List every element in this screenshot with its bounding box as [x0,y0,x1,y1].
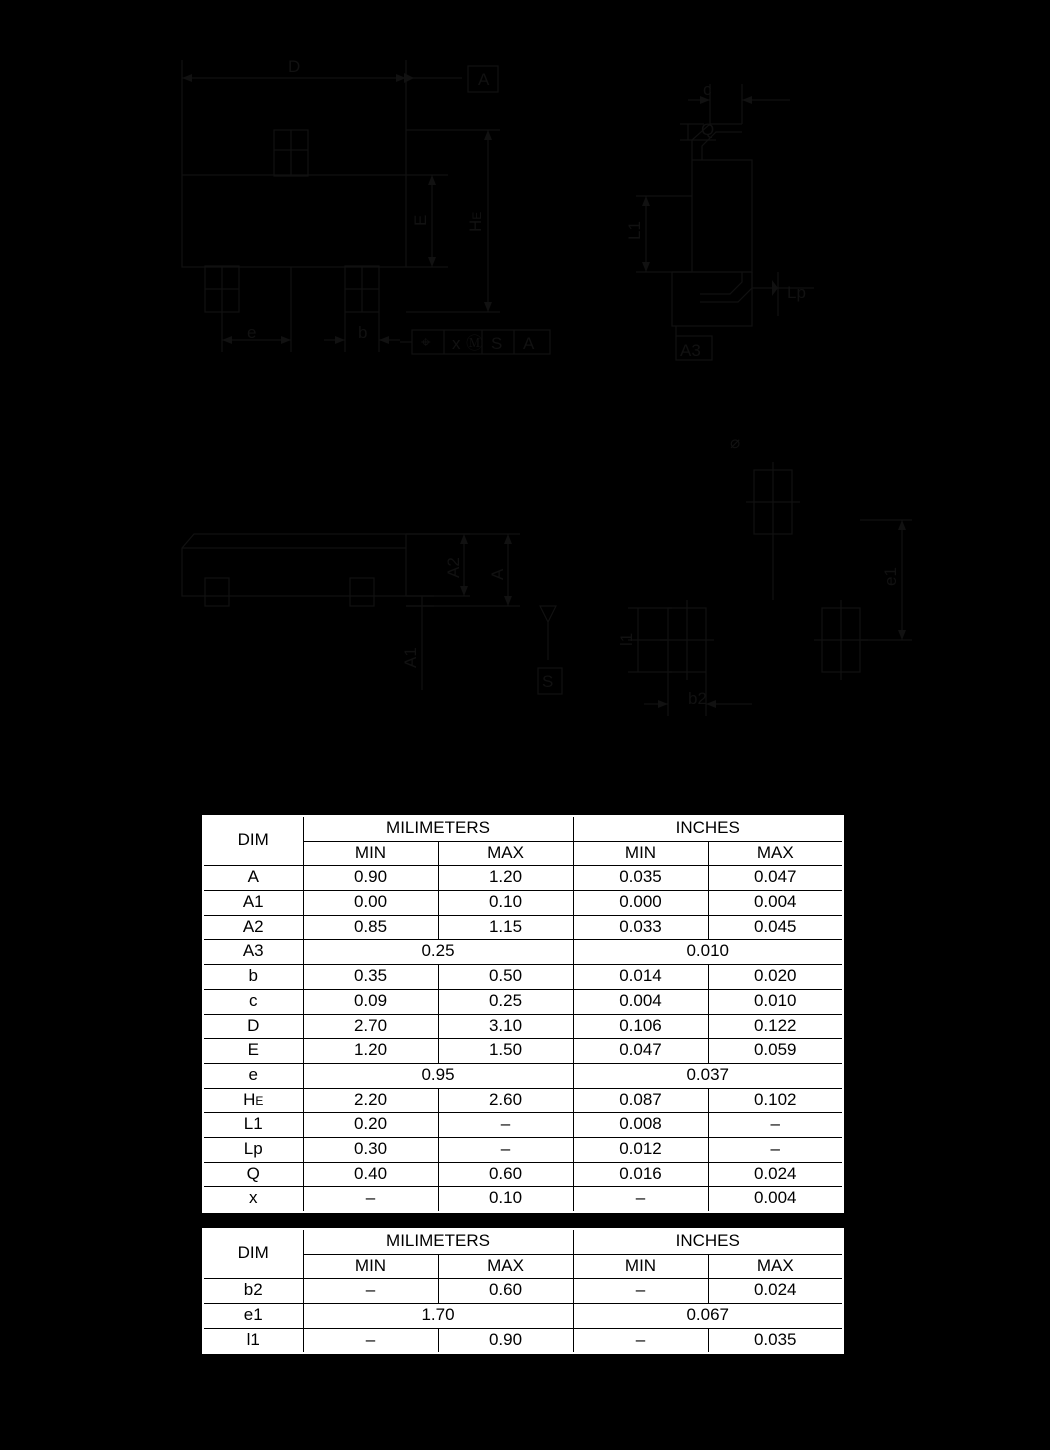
cell-mm-max: 0.10 [438,891,573,916]
cell-mm-max: 1.15 [438,915,573,940]
cell-mm-min: – [303,1279,438,1304]
cell-inches-max: 0.004 [708,891,843,916]
table-row [203,1187,843,1212]
header-in-max: MAX [708,841,843,866]
cell-dim: L1 [203,1113,303,1138]
cell-mm-max: 0.50 [438,965,573,990]
label-l1: l1 [617,632,636,646]
cell-dim: b2 [203,1279,303,1304]
header-in-max: MAX [708,1254,843,1279]
cell-inches-span: 0.010 [573,940,843,965]
cell-inches-min: 0.014 [573,965,708,990]
table-row [203,1063,843,1088]
cell-dim: A2 [203,915,303,940]
table-body-main [203,866,843,1212]
cell-inches-min: 0.047 [573,1039,708,1064]
cell-mm-max: 0.60 [438,1279,573,1304]
label-b2: b2 [688,689,707,708]
top-view-footprint [182,60,550,354]
front-view [182,534,562,694]
table-body-footprint [203,1279,843,1354]
cell-inches-max: – [708,1137,843,1162]
table-row [203,1137,843,1162]
table-row [203,989,843,1014]
cell-dim: e1 [203,1304,303,1329]
cell-inches-max: 0.024 [708,1162,843,1187]
cell-dim: A [203,866,303,891]
cell-dim: x [203,1187,303,1212]
table-row [203,940,843,965]
label-HE: HE [466,211,485,232]
header-in-min: MIN [573,841,708,866]
cell-mm-max: – [438,1137,573,1162]
table-row [203,1014,843,1039]
label-footprint-top: ⌀ [730,433,741,452]
cell-mm-min: 2.20 [303,1088,438,1113]
table-header-group-row [203,816,843,841]
header-millimeters: MILIMETERS [303,816,573,841]
table-row [203,1113,843,1138]
cell-mm-min: 0.85 [303,915,438,940]
label-b: b [358,323,368,342]
cell-inches-min: – [573,1187,708,1212]
cell-inches-min: 0.016 [573,1162,708,1187]
header-dim: DIM [203,1229,303,1279]
label-S: S [542,672,554,691]
label-e1: e1 [881,567,900,586]
label-A-datum: A [478,70,490,89]
label-datum-A: A [523,334,535,353]
cell-inches-max: – [708,1113,843,1138]
cell-mm-max: 0.10 [438,1187,573,1212]
cell-inches-min: 0.004 [573,989,708,1014]
header-inches: INCHES [573,1229,843,1254]
table-row [203,1039,843,1064]
cell-dim: HE [203,1088,303,1113]
cell-mm-max: 2.60 [438,1088,573,1113]
cell-dim: l1 [203,1328,303,1353]
label-circle-m: Ⓜ [466,334,483,353]
header-in-min: MIN [573,1254,708,1279]
cell-mm-min: 2.70 [303,1014,438,1039]
cell-inches-min: 0.035 [573,866,708,891]
label-e: e [247,323,257,342]
header-mm-min: MIN [303,841,438,866]
cell-mm-min: 0.35 [303,965,438,990]
dimensions-table-main-wrap [202,815,844,1213]
cell-inches-max: 0.024 [708,1279,843,1304]
cell-inches-max: 0.047 [708,866,843,891]
cell-mm-max: 1.50 [438,1039,573,1064]
cell-dim: e [203,1063,303,1088]
label-A1: A1 [401,647,420,668]
header-mm-max: MAX [438,1254,573,1279]
cell-dim: E [203,1039,303,1064]
header-mm-min: MIN [303,1254,438,1279]
cell-mm-max: 0.90 [438,1328,573,1353]
cell-inches-min: 0.000 [573,891,708,916]
table-row [203,891,843,916]
table-row [203,1162,843,1187]
cell-inches-max: 0.020 [708,965,843,990]
label-Q: Q [701,120,715,139]
cell-mm-max: 0.25 [438,989,573,1014]
cell-inches-min: 0.012 [573,1137,708,1162]
cell-mm-min: – [303,1328,438,1353]
header-inches: INCHES [573,816,843,841]
dimensions-table-footprint [202,1228,844,1354]
table-row [203,915,843,940]
label-x-tolerance: x [452,334,461,353]
cell-mm-max: 1.20 [438,866,573,891]
cell-inches-max: 0.045 [708,915,843,940]
table-row [203,965,843,990]
cell-mm-min: 1.20 [303,1039,438,1064]
table-header-group-row [203,1229,843,1254]
label-position-symbol: ⌖ [421,333,431,352]
cell-inches-max: 0.004 [708,1187,843,1212]
cell-dim: A1 [203,891,303,916]
table-row [203,1279,843,1304]
cell-dim: c [203,989,303,1014]
label-A: A [488,568,507,580]
cell-dim: b [203,965,303,990]
recommended-footprint [628,462,912,716]
cell-inches-min: 0.087 [573,1088,708,1113]
dimensions-table-main [202,815,844,1213]
cell-mm-min: 0.30 [303,1137,438,1162]
label-datum-S: S [491,334,503,353]
cell-dim: Q [203,1162,303,1187]
label-c: c [703,80,712,99]
label-D: D [288,57,301,76]
label-A3: A3 [680,341,701,360]
cell-mm-max: 3.10 [438,1014,573,1039]
cell-mm-min: 0.40 [303,1162,438,1187]
cell-inches-span: 0.037 [573,1063,843,1088]
header-mm-max: MAX [438,841,573,866]
cell-inches-min: 0.033 [573,915,708,940]
cell-mm-min: – [303,1187,438,1212]
cell-dim: A3 [203,940,303,965]
cell-inches-min: 0.106 [573,1014,708,1039]
cell-inches-max: 0.102 [708,1088,843,1113]
label-L1: L1 [625,221,644,240]
dimensions-table-footprint-wrap [202,1228,844,1354]
cell-dim: Lp [203,1137,303,1162]
label-A2: A2 [444,557,463,578]
label-Lp: Lp [787,283,806,302]
header-millimeters: MILIMETERS [303,1229,573,1254]
cell-mm-max: 0.60 [438,1162,573,1187]
cell-mm-min: 0.90 [303,866,438,891]
cell-inches-min: – [573,1328,708,1353]
cell-inches-span: 0.067 [573,1304,843,1329]
cell-inches-min: – [573,1279,708,1304]
cell-mm-min: 0.20 [303,1113,438,1138]
cell-inches-min: 0.008 [573,1113,708,1138]
cell-inches-max: 0.010 [708,989,843,1014]
cell-inches-max: 0.035 [708,1328,843,1353]
cell-mm-span: 1.70 [303,1304,573,1329]
table-row [203,1328,843,1353]
cell-dim: D [203,1014,303,1039]
cell-mm-min: 0.09 [303,989,438,1014]
cell-mm-span: 0.25 [303,940,573,965]
header-dim: DIM [203,816,303,866]
table-row [203,1304,843,1329]
table-row [203,866,843,891]
table-row [203,1088,843,1113]
label-E: E [411,214,430,226]
cell-inches-max: 0.122 [708,1014,843,1039]
cell-mm-max: – [438,1113,573,1138]
cell-inches-max: 0.059 [708,1039,843,1064]
cell-mm-span: 0.95 [303,1063,573,1088]
cell-mm-min: 0.00 [303,891,438,916]
lead-side-detail [636,84,814,360]
